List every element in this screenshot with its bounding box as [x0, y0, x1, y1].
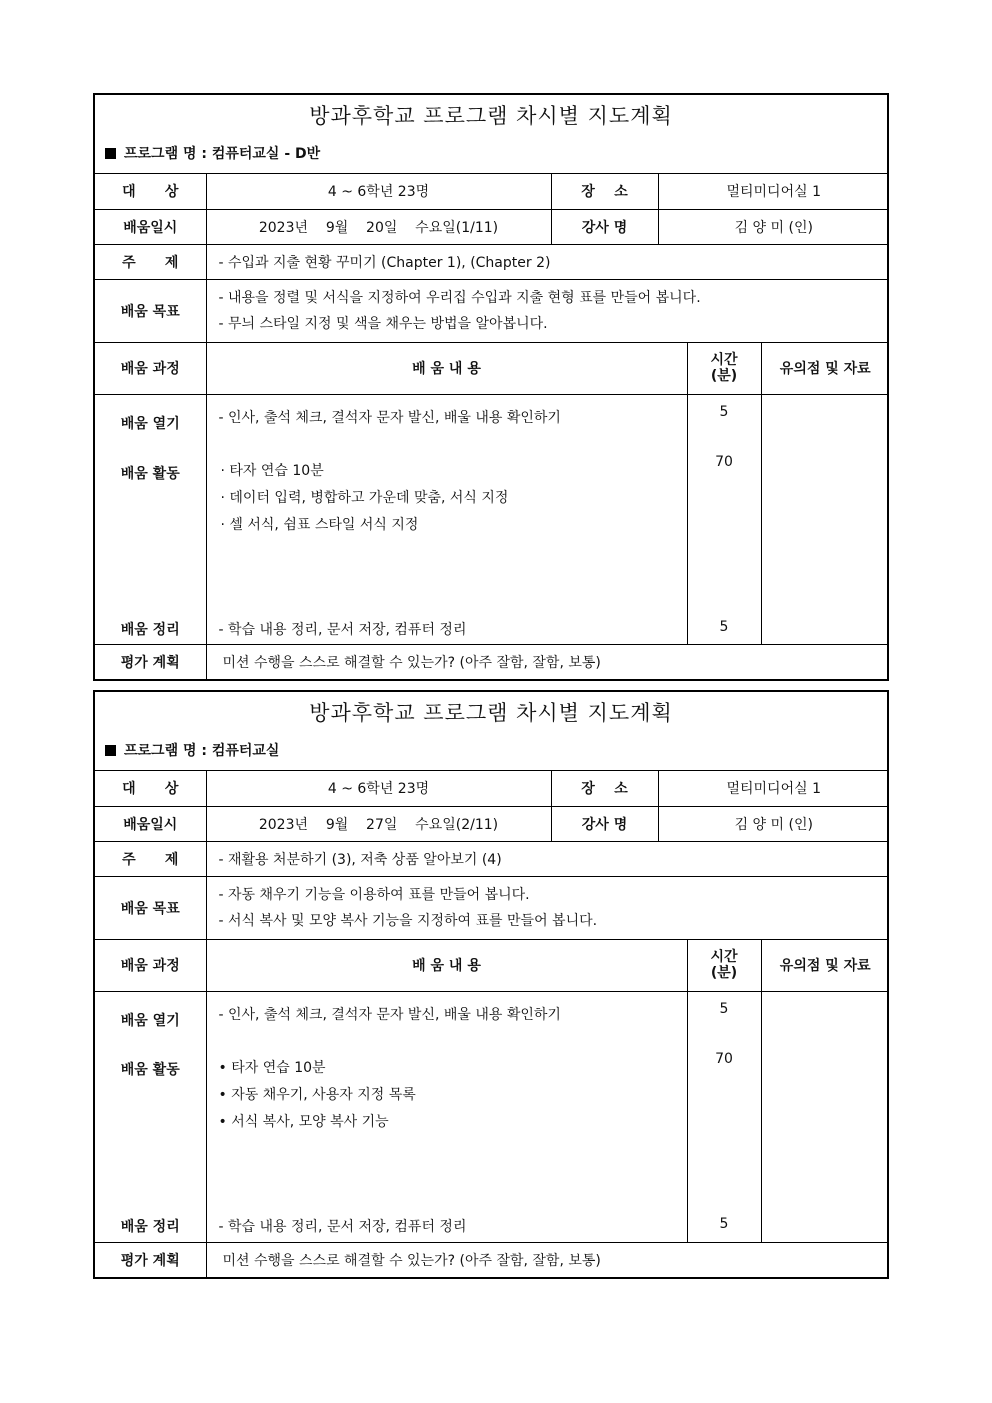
place-label: 장 소 — [551, 174, 658, 209]
goal-label: 배움 목표 — [95, 876, 206, 939]
eval-label: 평가 계획 — [95, 1242, 206, 1277]
time-header-line1: 시간 — [710, 352, 738, 368]
content-column — [206, 991, 687, 1242]
target-value: 4 ~ 6학년 23명 — [206, 174, 551, 209]
stage-open: 배움 열기 — [120, 415, 180, 432]
time-close: 5 — [719, 1215, 729, 1232]
time-activity: 70 — [715, 453, 733, 470]
plan-title: 방과후학교 프로그램 차시별 지도계획 — [309, 701, 673, 725]
notes-header: 유의점 및 자료 — [761, 342, 889, 394]
date-label: 배움일시 — [95, 806, 206, 841]
stage-column — [95, 394, 206, 644]
activity-item: • 서식 복사, 모양 복사 기능 — [218, 1113, 389, 1130]
close-content: - 학습 내용 정리, 문서 저장, 컴퓨터 정리 — [218, 1218, 467, 1235]
open-content: - 인사, 출석 체크, 결석자 문자 발신, 배울 내용 확인하기 — [218, 409, 561, 426]
topic-value: - 재활용 처분하기 (3), 저축 상품 알아보기 (4) — [206, 841, 889, 876]
goal-list — [206, 279, 889, 342]
activity-item: · 타자 연습 10분 — [220, 462, 324, 479]
time-activity: 70 — [715, 1050, 733, 1067]
open-content: - 인사, 출석 체크, 결석자 문자 발신, 배울 내용 확인하기 — [218, 1006, 561, 1023]
time-header — [687, 939, 761, 991]
time-close: 5 — [719, 618, 729, 635]
program-name: 프로그램 명 : 컴퓨터교실 - D반 — [124, 146, 321, 162]
teacher-label: 강사 명 — [551, 209, 658, 244]
target-label: 대 상 — [95, 771, 206, 806]
eval-value: 미션 수행을 스스로 해결할 수 있는가? (아주 잘함, 잘함, 보통) — [206, 644, 889, 679]
time-open: 5 — [719, 1000, 729, 1017]
time-header-line2: (분) — [710, 965, 738, 981]
date-label: 배움일시 — [95, 209, 206, 244]
date-value: 2023년 9월 20일 수요일(1/11) — [206, 209, 551, 244]
place-value: 멀티미디어실 1 — [658, 771, 889, 806]
program-name-row — [95, 734, 887, 771]
close-content: - 학습 내용 정리, 문서 저장, 컴퓨터 정리 — [218, 621, 467, 638]
goal-list — [206, 876, 889, 939]
plan-title: 방과후학교 프로그램 차시별 지도계획 — [309, 104, 673, 128]
teacher-label: 강사 명 — [551, 806, 658, 841]
square-bullet-icon — [105, 148, 116, 159]
time-header — [687, 342, 761, 394]
stage-activity: 배움 활동 — [120, 465, 180, 482]
lesson-plan-1 — [93, 93, 889, 681]
notes-column — [761, 394, 889, 644]
time-column — [687, 394, 761, 644]
activity-item: • 타자 연습 10분 — [218, 1059, 326, 1076]
eval-value: 미션 수행을 스스로 해결할 수 있는가? (아주 잘함, 잘함, 보통) — [206, 1242, 889, 1277]
topic-label: 주 제 — [95, 244, 206, 279]
target-label: 대 상 — [95, 174, 206, 209]
stage-open: 배움 열기 — [120, 1012, 180, 1029]
activity-item: • 자동 채우기, 사용자 지정 목록 — [218, 1086, 416, 1103]
time-header-line2: (분) — [710, 368, 738, 384]
plan-table — [95, 771, 889, 1277]
target-value: 4 ~ 6학년 23명 — [206, 771, 551, 806]
eval-label: 평가 계획 — [95, 644, 206, 679]
goal-item: - 무늬 스타일 지정 및 색을 채우는 방법을 알아봅니다. — [218, 315, 548, 332]
stage-close: 배움 정리 — [120, 1218, 180, 1235]
place-value: 멀티미디어실 1 — [658, 174, 889, 209]
place-label: 장 소 — [551, 771, 658, 806]
date-value: 2023년 9월 27일 수요일(2/11) — [206, 806, 551, 841]
topic-label: 주 제 — [95, 841, 206, 876]
plan-table — [95, 174, 889, 679]
teacher-value: 김 양 미 (인) — [658, 209, 889, 244]
time-header-line1: 시간 — [710, 949, 738, 965]
notes-header: 유의점 및 자료 — [761, 939, 889, 991]
goal-label: 배움 목표 — [95, 279, 206, 342]
teacher-value: 김 양 미 (인) — [658, 806, 889, 841]
stage-activity: 배움 활동 — [120, 1061, 180, 1078]
stage-column — [95, 991, 206, 1242]
process-header: 배움 과정 — [95, 939, 206, 991]
square-bullet-icon — [105, 745, 116, 756]
content-header: 배 움 내 용 — [206, 342, 687, 394]
activity-item: · 데이터 입력, 병합하고 가운데 맞춤, 서식 지정 — [220, 489, 509, 506]
notes-column — [761, 991, 889, 1242]
content-column — [206, 394, 687, 644]
time-column — [687, 991, 761, 1242]
content-header: 배 움 내 용 — [206, 939, 687, 991]
time-open: 5 — [719, 403, 729, 420]
lesson-plan-2 — [93, 690, 889, 1279]
goal-item: - 자동 채우기 기능을 이용하여 표를 만들어 봅니다. — [218, 886, 530, 903]
topic-value: - 수입과 지출 현황 꾸미기 (Chapter 1), (Chapter 2) — [206, 244, 889, 279]
goal-item: - 서식 복사 및 모양 복사 기능을 지정하여 표를 만들어 봅니다. — [218, 912, 598, 929]
process-header: 배움 과정 — [95, 342, 206, 394]
activity-item: · 셀 서식, 쉼표 스타일 서식 지정 — [220, 516, 419, 533]
program-name-row — [95, 137, 887, 174]
program-name: 프로그램 명 : 컴퓨터교실 — [124, 743, 280, 759]
stage-close: 배움 정리 — [120, 621, 180, 638]
goal-item: - 내용을 정렬 및 서식을 지정하여 우리집 수입과 지출 현형 표를 만들어 봅니다. — [218, 289, 701, 306]
